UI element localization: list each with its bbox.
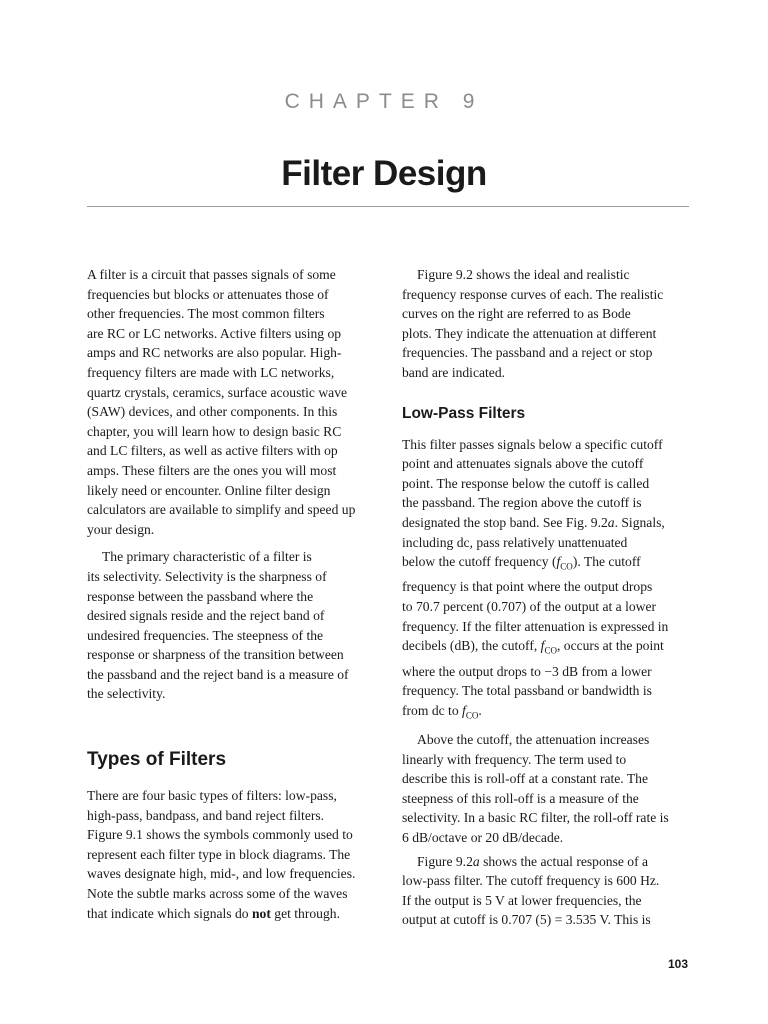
text-run: Figure 9.2 [417, 853, 473, 869]
text-line: plots. They indicate the attenuation at different [402, 325, 657, 341]
text-line [402, 513, 690, 533]
text-run: shows the actual response of a [479, 853, 649, 869]
text-line [402, 852, 690, 872]
text-run: ). The cutoff [572, 554, 641, 570]
text-line: Note the subtle marks across some of the waves [87, 886, 348, 902]
text-line: low-pass filter. The cutoff frequency is 600 Hz. [402, 873, 660, 889]
text-line: its selectivity. Selectivity is the sharpness of [87, 568, 327, 584]
title-rule [87, 206, 689, 207]
text-line: waves designate high, mid-, and low frequencies. [87, 866, 356, 882]
text-run: decibels (dB), the cutoff, [402, 638, 541, 654]
text-line: describe this is roll-off at a constant rate. The [402, 771, 648, 787]
italic-run: a [472, 853, 480, 869]
text-line: and LC filters, as well as active filters with op [87, 443, 338, 459]
text-line: point. The response below the cutoff is called [402, 475, 650, 491]
text-line: response or sharpness of the transition between [87, 647, 344, 663]
text-line [402, 636, 690, 661]
text-line: frequencies. The passband and a reject or stop [402, 345, 653, 361]
right-column [402, 265, 690, 930]
text-line: steepness of this roll-off is a measure of the [402, 790, 639, 806]
text-run: below the cutoff frequency ( [402, 554, 557, 570]
text-line [402, 552, 690, 577]
text-run: designated the stop band. See Fig. 9.2 [402, 514, 608, 530]
text-line: likely need or encounter. Online filter design [87, 482, 331, 498]
text-line: A filter is a circuit that passes signals of some [87, 267, 336, 282]
text-line: (SAW) devices, and other components. In this [87, 404, 338, 420]
text-line: frequency. If the filter attenuation is expressed in [402, 618, 669, 634]
intro-paragraph [87, 265, 375, 539]
text-line: frequency filters are made with LC networks, [87, 364, 335, 380]
lowpass-paragraph [402, 435, 690, 726]
text-line: point and attenuates signals above the cutoff [402, 456, 644, 472]
text-line: This filter passes signals below a specific cutoff [402, 436, 663, 452]
text-line: frequency. The total passband or bandwidth is [402, 683, 652, 699]
f-symbol: f [556, 554, 561, 570]
text-line: the passband. The region above the cutoff is [402, 495, 642, 511]
text-line: output at cutoff is 0.707 (5) = 3.535 V. This is [402, 912, 651, 928]
text-line: other frequencies. The most common filters [87, 306, 325, 322]
text-line: amps. These filters are the ones you will most [87, 462, 337, 478]
text-line: the selectivity. [87, 686, 166, 702]
text-line: The primary characteristic of a filter is [102, 549, 312, 565]
text-line: are RC or LC networks. Active filters using op [87, 325, 342, 341]
text-line: frequency response curves of each. The realistic [402, 286, 664, 302]
text-line [402, 701, 690, 726]
text-line: high-pass, bandpass, and band reject filters. [87, 807, 325, 823]
actual-response-paragraph [402, 852, 690, 930]
text-line: linearly with frequency. The term used to [402, 751, 627, 767]
text-line: amps and RC networks are also popular. High- [87, 345, 342, 361]
text-line: response between the passband where the [87, 588, 314, 604]
text-line: frequency is that point where the output drops [402, 579, 653, 595]
text-line: where the output drops to −3 dB from a lower [402, 663, 652, 679]
page-number: 103 [667, 957, 688, 971]
text-line: quartz crystals, ceramics, surface acoustic wave [87, 384, 348, 400]
text-run: , occurs at the point [556, 638, 664, 654]
co-subscript: CO [560, 561, 573, 572]
co-subscript: CO [465, 710, 479, 721]
types-paragraph [87, 786, 375, 923]
left-column [87, 265, 375, 923]
bold-emphasis: not [251, 905, 271, 921]
f-symbol: f [462, 702, 466, 718]
f-symbol: f [540, 638, 545, 654]
chapter-title: Filter Design [281, 154, 487, 193]
selectivity-paragraph [87, 547, 375, 704]
text-line: Above the cutoff, the attenuation increases [417, 732, 650, 748]
text-line: 6 dB/octave or 20 dB/decade. [402, 830, 564, 845]
italic-run: a [607, 514, 615, 530]
text-run: . [478, 702, 482, 718]
section-heading-lowpass: Low-Pass Filters [402, 404, 526, 422]
text-line: Figure 9.2 shows the ideal and realistic [417, 267, 630, 282]
figure-intro-paragraph [402, 265, 690, 383]
text-line [87, 904, 375, 924]
text-line: band are indicated. [402, 364, 506, 380]
text-line: chapter, you will learn how to design basic RC [87, 423, 342, 439]
text-line: undesired frequencies. The steepness of the [87, 627, 324, 643]
text-line: If the output is 5 V at lower frequencies, the [402, 892, 642, 908]
text-line: curves on the right are referred to as Bode [402, 306, 631, 322]
text-line: calculators are available to simplify and speed up [87, 502, 356, 518]
text-line: desired signals reside and the reject band of [87, 608, 325, 624]
rolloff-paragraph [402, 730, 690, 848]
text-line: represent each filter type in block diagrams. The [87, 846, 351, 862]
text-line: to 70.7 percent (0.707) of the output at a lower [402, 599, 657, 615]
text-run: from dc to [402, 702, 463, 718]
section-heading-types: Types of Filters [87, 749, 227, 771]
text-line: including dc, pass relatively unattenuated [402, 534, 628, 550]
text-line: your design. [87, 521, 155, 537]
text-run: get through. [270, 905, 340, 921]
chapter-label: CHAPTER 9 [284, 90, 484, 113]
co-subscript: CO [544, 645, 557, 656]
text-line: the passband and the reject band is a measure of [87, 666, 349, 682]
text-run: that indicate which signals do [87, 905, 252, 921]
text-run: . Signals, [614, 514, 665, 530]
text-line: frequencies but blocks or attenuates those of [87, 286, 329, 302]
text-line: Figure 9.1 shows the symbols commonly used to [87, 827, 353, 843]
text-line: There are four basic types of filters: low-pass, [87, 788, 337, 804]
text-line: selectivity. In a basic RC filter, the roll-off rate is [402, 810, 669, 826]
